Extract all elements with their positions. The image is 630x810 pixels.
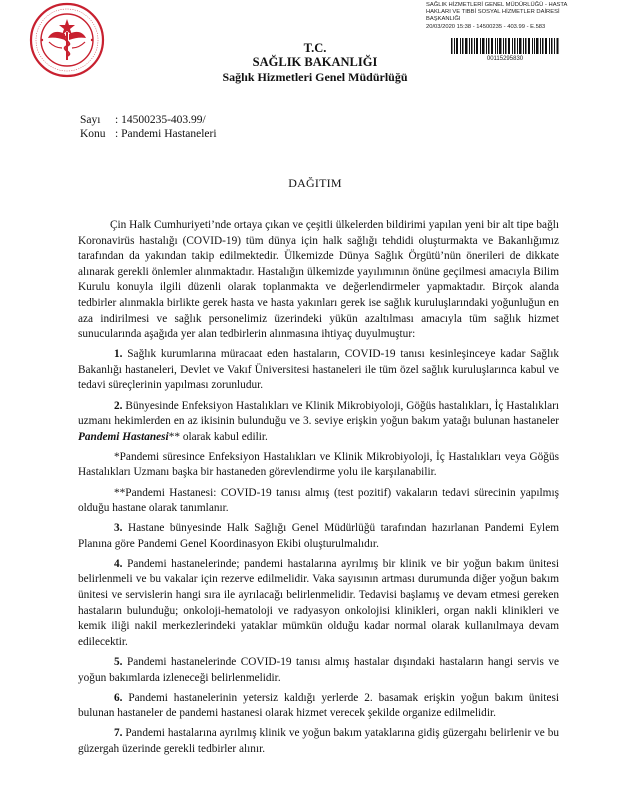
item-number: 3. [114,522,123,535]
item-number: 7. [114,727,123,740]
item-number: 2. [114,399,123,412]
e-document-stamp [426,2,616,31]
note-2: **Pandemi Hastanesi: COVID-19 tanısı almış (test pozitif) vakaların tedavi sürecinin yapılmış olduğu hastane olarak tanımlanır. [78,486,559,515]
sayi-value: : 14500235-403.99/ [115,114,206,126]
item-number: 4. [114,557,123,570]
item-text: ** olarak kabul edilir. [168,430,268,443]
header-tc: T.C. [303,41,327,55]
konu-value: : Pandemi Hastaneleri [115,128,217,140]
item-number: 5. [114,655,123,668]
sayi-label: Sayı [80,114,101,126]
note-1: *Pandemi süresince Enfeksiyon Hastalıkları ve Klinik Mikrobiyoloji, İç Hastalıkları veya Göğüs Hastalıkları Uzmanı başka bir hastaneden görevlendirme yolu ile karşılanabilir. [78,450,559,479]
document-body [78,218,559,762]
item-text: Pandemi hastanelerinde; pandemi hastalarına ayrılmış bir klinik ve bir yoğun bakım ünitesi belirlenmeli ve bu vakalar için rezerve edilmelidir. Vaka sayısının artması durumunda diğer yoğun bakım ünitesi ve servislerin hangi sıra ile ayrılacağı belirlenmelidir. Tedavisi başlamış ve devam etmesi gereken hastaların bulunduğu; onkoloji-hematoloji ve radyasyon onkolojisi klinikleri, organ nakli klinikleri ve kemik iliği nakil merkezlerindeki yataklar mümkün olduğu kadar normal olarak kullanılmaya devam edilecektir. [78,557,559,648]
item-number: 6. [114,691,123,704]
item-2 [78,399,559,446]
sayi-row [80,114,206,126]
stamp-line: SAĞLIK HİZMETLERİ GENEL MÜDÜRLÜĞÜ - HASTA [426,2,568,8]
intro-paragraph: Çin Halk Cumhuriyeti’nde ortaya çıkan ve çeşitli ülkelerden bildirimi yapılan yeni bir alt tipe bağlı Koronavirüs hastalığı (COVID-19) tüm dünya için halk sağlığı tehdidi oluşturmakta ve Bakanlığımız tarafından da yakından takip edilmektedir. Ülkemizde Dünya Sağlık Örgütü’nün önerileri de dikkate alınarak gerekli önlemler alınmaktadır. Hastalığın ülkemizde yayılımının önüne geçilmesi amacıyla Bilim Kurulu konuyla ilgili düzenli olarak toplanmakta ve değerlendirmeler yapmaktadır. Birçok alanda tedbirler alınmakla birlikte gerek hasta ve hasta yakınları gerek ise sağlık kuruluşlarındaki yoğunluğun en aza indirilmesi ve sağlık personelimiz üzerindeki yükün azaltılması amacıyla tüm sağlık hizmet sunucularında aşağıda yer alan tedbirlerin alınmasına ihtiyaç duyulmuştur: [78,219,559,341]
barcode-number: 00115295830 [486,56,524,62]
item-3 [78,521,559,552]
item-1 [78,347,559,394]
konu-row [80,128,217,140]
stamp-line: 20/03/2020 15:38 - 14500235 - 403.99 - E.583 [426,23,546,30]
item-number: 1. [114,348,123,361]
stamp-line: HAKLARI VE TIBBİ SOSYAL HİZMETLER DAİRESİ [426,9,560,16]
item-text: Pandemi hastalarına ayrılmış klinik ve yoğun bakım yataklarına gidiş güzergahı belirlenir ve bu güzergah üzerinde gerekli tedbirler alınır. [78,727,559,755]
item-5 [78,655,559,686]
item-4 [78,557,559,651]
item-text: Hastane bünyesinde Halk Sağlığı Genel Müdürlüğü tarafından hazırlanan Pandemi Eylem Planına göre Pandemi Genel Koordinasyon Ekibi oluşturulmalıdır. [78,522,559,550]
item-text: Pandemi hastanelerinin yetersiz kaldığı yerlerde 2. basamak erişkin yoğun bakım ünitesi bulunan hastaneler de pandemi hastanesi olarak hizmet verecek şekilde organize edilmelidir. [78,691,559,720]
header-directorate: Sağlık Hizmetleri Genel Müdürlüğü [222,70,408,84]
item-6 [78,691,559,722]
item-text: Sağlık kurumlarına müracaat eden hastaların, COVID-19 tanısı kesinleşinceye kadar Sağlık Bakanlığı hastaneleri, Devlet ve Vakıf Üniversitesi hastaneleri ile tüm özel sağlık kuruluşlarınca kabul ve tedavi süreçlerinin yapılması zorunludur. [78,348,559,392]
stamp-line: BAŞKANLIĞI [426,16,461,23]
item-text: Pandemi hastanelerinde COVID-19 tanısı almış hastalar dışındaki hastaların hangi servis ve yoğun bakımlarda izleneceği belirlenmelidir. [78,655,559,684]
distribution-heading: DAĞITIM [288,176,342,190]
item-text: Bünyesinde Enfeksiyon Hastalıkları ve Klinik Mikrobiyoloji, Göğüs hastalıkları, İç Hastalıkları uzmanı hekimlerden en az ikisinin bulunduğu ve 3. seviye erişkin yoğun bakım yatağı bulunan hastaneler [78,399,559,428]
pandemic-hospital-term: Pandemi Hastanesi [78,430,169,443]
konu-label: Konu [80,128,106,140]
header-ministry: SAĞLIK BAKANLIĞI [252,55,378,69]
item-7 [78,726,559,757]
